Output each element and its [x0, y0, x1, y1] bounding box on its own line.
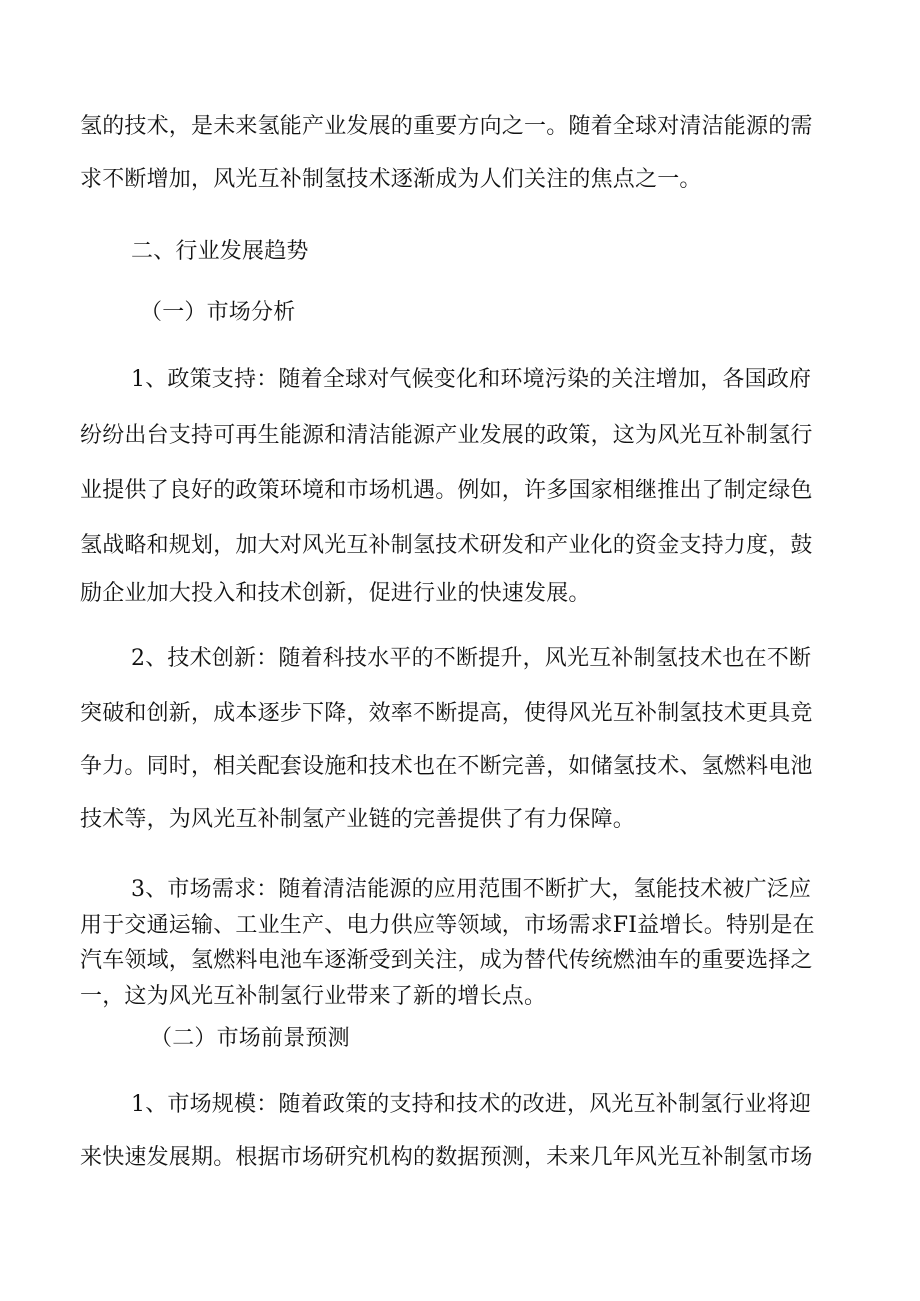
paragraph-4-line-2: 来快速发展期。根据市场研究机构的数据预测，未来几年风光互补制氢市场 [80, 1145, 813, 1170]
paragraph-1-line-4: 氢战略和规划，加大对风光互补制氢技术研发和产业化的资金支持力度，鼓 [80, 533, 813, 558]
subsection-2-heading: （二）市场前景预测 [150, 1026, 350, 1051]
paragraph-2-line-2: 突破和创新，成本逐步下降，效率不断提高，使得风光互补制氢技术更具竞 [80, 701, 813, 726]
paragraph-1-line-2: 纷纷出台支持可再生能源和清洁能源产业发展的政策，这为风光互补制氢行 [80, 423, 813, 448]
subsection-1-heading: （一）市场分析 [140, 300, 296, 325]
paragraph-2-line-1: 2、技术创新：随着科技水平的不断提升，风光互补制氢技术也在不断 [131, 646, 812, 671]
paragraph-2-line-4: 技术等，为风光互补制氢产业链的完善提供了有力保障。 [80, 807, 636, 832]
paragraph-2-line-3: 争力。同时，相关配套设施和技术也在不断完善，如储氢技术、氢燃料电池 [80, 754, 813, 779]
intro-line-2: 求不断增加，风光互补制氢技术逐渐成为人们关注的焦点之一。 [80, 167, 702, 192]
paragraph-3-line-4: 一，这为风光互补制氢行业带来了新的增长点。 [80, 984, 547, 1009]
paragraph-3-line-3: 汽车领域，氢燃料电池车逐渐受到关注，成为替代传统燃油车的重要选择之 [80, 948, 813, 973]
intro-line-1: 氢的技术，是未来氢能产业发展的重要方向之一。随着全球对清洁能源的需 [80, 114, 813, 139]
paragraph-3-line-1: 3、市场需求：随着清洁能源的应用范围不断扩大，氢能技术被广泛应 [131, 877, 812, 902]
paragraph-1-line-3: 业提供了良好的政策环境和市场机遇。例如，许多国家相继推出了制定绿色 [80, 478, 813, 503]
paragraph-1-line-1: 1、政策支持：随着全球对气候变化和环境污染的关注增加，各国政府 [131, 367, 812, 392]
section-heading: 二、行业发展趋势 [131, 239, 309, 264]
paragraph-3-line-2: 用于交通运输、工业生产、电力供应等领域，市场需求FI益增长。特别是在 [80, 913, 815, 938]
paragraph-4-line-1: 1、市场规模：随着政策的支持和技术的改进，风光互补制氢行业将迎 [131, 1092, 812, 1117]
paragraph-1-line-5: 励企业加大投入和技术创新，促进行业的快速发展。 [80, 581, 591, 606]
